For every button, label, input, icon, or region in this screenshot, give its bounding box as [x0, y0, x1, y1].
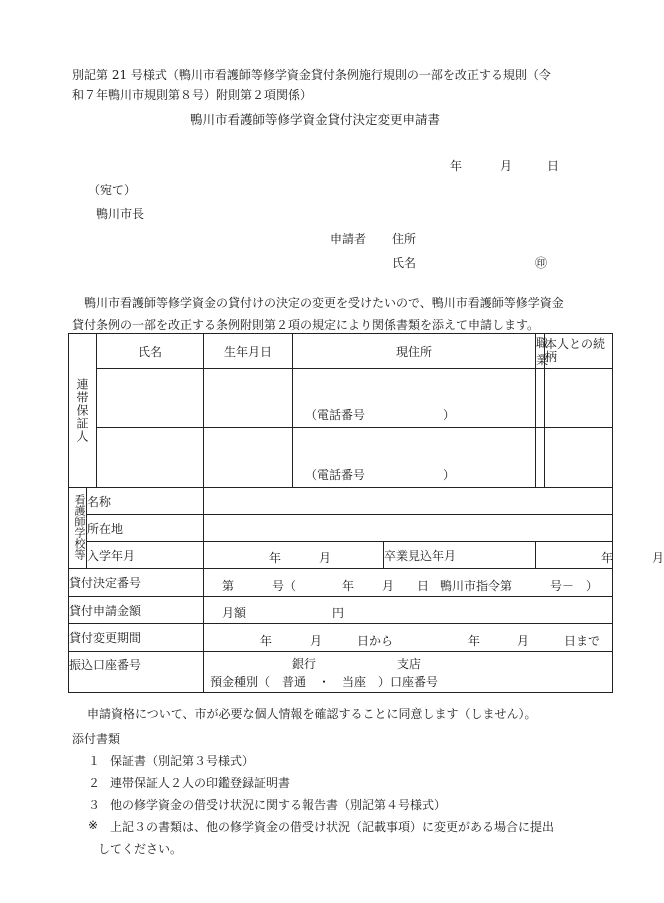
school-entry-field[interactable] — [204, 542, 384, 569]
date-day-label: 日 — [547, 159, 560, 173]
form-reference-line-2: 和７年鴨川市規則第８号）附則第２項関係） — [72, 88, 313, 102]
date-year-label: 年 — [450, 159, 463, 173]
guarantor-2-birth-field[interactable] — [204, 428, 293, 488]
school-location-field[interactable] — [204, 515, 613, 542]
period-from: 日から — [357, 634, 394, 648]
attachment-3-num: ３ — [88, 798, 101, 812]
account-label: 振込口座番号 — [69, 652, 204, 693]
entry-month-label: 月 — [319, 551, 332, 565]
date-month-label: 月 — [500, 159, 513, 173]
loan-amount-label: 貸付申請金額 — [69, 597, 204, 624]
applicant-label: 申請者 — [330, 232, 367, 246]
decision-year: 年 — [342, 579, 355, 593]
amount-yen: 円 — [332, 606, 345, 620]
school-grad-label: 卒業見込年月 — [384, 542, 536, 569]
period-year: 年 — [260, 634, 273, 648]
attachment-2-text: 連帯保証人２人の印鑑登録証明書 — [110, 776, 291, 790]
guarantor-2-phone-close: ） — [443, 468, 456, 482]
guarantor-1-phone-label: （電話番号 — [305, 408, 366, 422]
loan-decision-field[interactable] — [204, 569, 613, 597]
addressee-label: （宛て） — [88, 183, 137, 197]
applicant-address-label: 住所 — [392, 232, 417, 246]
guarantor-1-job-field[interactable] — [536, 369, 545, 428]
period-year-2: 年 — [468, 634, 481, 648]
guarantor-2-name-field[interactable] — [97, 428, 204, 488]
guarantor-1-birth-field[interactable] — [204, 369, 293, 428]
guarantor-1-relation-field[interactable] — [545, 369, 613, 428]
loan-period-field[interactable] — [204, 624, 613, 652]
school-name-field[interactable] — [204, 488, 613, 515]
guarantor-job-header: 職業 — [536, 334, 545, 369]
guarantor-2-relation-field[interactable] — [545, 428, 613, 488]
amount-monthly: 月額 — [222, 606, 247, 620]
application-statement: 鴨川市看護師等修学資金の貸付けの決定の変更を受けたいので、鴨川市看護師等修学資金貸付条例の一部を改正する条例附則第２項の規定により関係書類を添えて申請します。 — [72, 296, 564, 332]
form-reference-line-1: 別記第 21 号様式（鴨川市看護師等修学資金貸付条例施行規則の一部を改正する規則（令 — [72, 68, 551, 82]
guarantor-1-address-field[interactable] — [293, 369, 536, 428]
deposit-type-label: 預金種別（ 普通 ・ 当座 ）口座番号 — [210, 675, 439, 689]
school-section-cell — [69, 488, 87, 569]
guarantor-address-header: 現住所 — [293, 334, 536, 369]
period-to: 日まで — [564, 634, 601, 648]
loan-period-label: 貸付変更期間 — [69, 624, 204, 652]
period-month: 月 — [310, 634, 323, 648]
school-section-label: 看護師学校等 — [73, 494, 86, 560]
loan-decision-label: 貸付決定番号 — [69, 569, 204, 597]
addressee-name: 鴨川市長 — [96, 207, 145, 221]
application-form-table — [68, 333, 664, 693]
attachment-1-text: 保証書（別記第３号様式） — [110, 754, 255, 768]
school-name-label: 名称 — [87, 488, 204, 515]
attachment-3-text: 他の修学資金の借受け状況に関する報告書（別記第４号様式） — [110, 798, 447, 812]
loan-amount-field[interactable] — [204, 597, 613, 624]
attachment-2-num: ２ — [88, 776, 101, 790]
grad-month-label: 月 — [652, 551, 664, 565]
decision-dai: 第 — [222, 579, 235, 593]
guarantor-2-phone-label: （電話番号 — [305, 468, 366, 482]
guarantor-2-job-field[interactable] — [536, 428, 545, 488]
account-field[interactable] — [204, 652, 613, 693]
school-location-label: 所在地 — [87, 515, 204, 542]
decision-day: 日 — [417, 579, 430, 593]
guarantor-relation-header: 本人との続柄 — [545, 334, 613, 369]
guarantor-2-address-field[interactable] — [293, 428, 536, 488]
guarantor-name-header: 氏名 — [97, 334, 204, 369]
attachments-heading: 添付書類 — [72, 732, 121, 746]
guarantor-1-name-field[interactable] — [97, 369, 204, 428]
school-entry-label: 入学年月 — [87, 542, 204, 569]
attachment-1-num: １ — [88, 754, 101, 768]
note-line-1: 上記３の書類は、他の修学資金の借受け状況（記載事項）に変更がある場合に提出 — [110, 820, 555, 834]
decision-city: 鴨川市指令第 — [440, 579, 513, 593]
guarantor-section-label: 連帯保証人 — [75, 378, 89, 443]
document-title: 鴨川市看護師等修学資金貸付決定変更申請書 — [189, 112, 440, 127]
note-mark: ※ — [88, 818, 99, 832]
branch-label: 支店 — [397, 657, 422, 671]
entry-year-label: 年 — [269, 551, 282, 565]
guarantor-section-cell — [69, 334, 97, 488]
guarantor-birth-header: 生年月日 — [204, 334, 293, 369]
school-grad-field[interactable] — [536, 542, 664, 569]
decision-month: 月 — [382, 579, 395, 593]
consent-statement: 申請資格について、市が必要な個人情報を確認することに同意します（しません）。 — [87, 707, 537, 721]
note-line-2: してください。 — [98, 842, 183, 856]
guarantor-1-phone-close: ） — [443, 408, 456, 422]
applicant-name-label: 氏名 — [392, 256, 417, 270]
seal-mark: ㊞ — [535, 256, 548, 270]
grad-year-label: 年 — [601, 551, 614, 565]
period-month-2: 月 — [517, 634, 530, 648]
decision-end: 号－ ） — [550, 579, 599, 593]
decision-go: 号（ — [272, 579, 297, 593]
bank-label: 銀行 — [292, 657, 317, 671]
